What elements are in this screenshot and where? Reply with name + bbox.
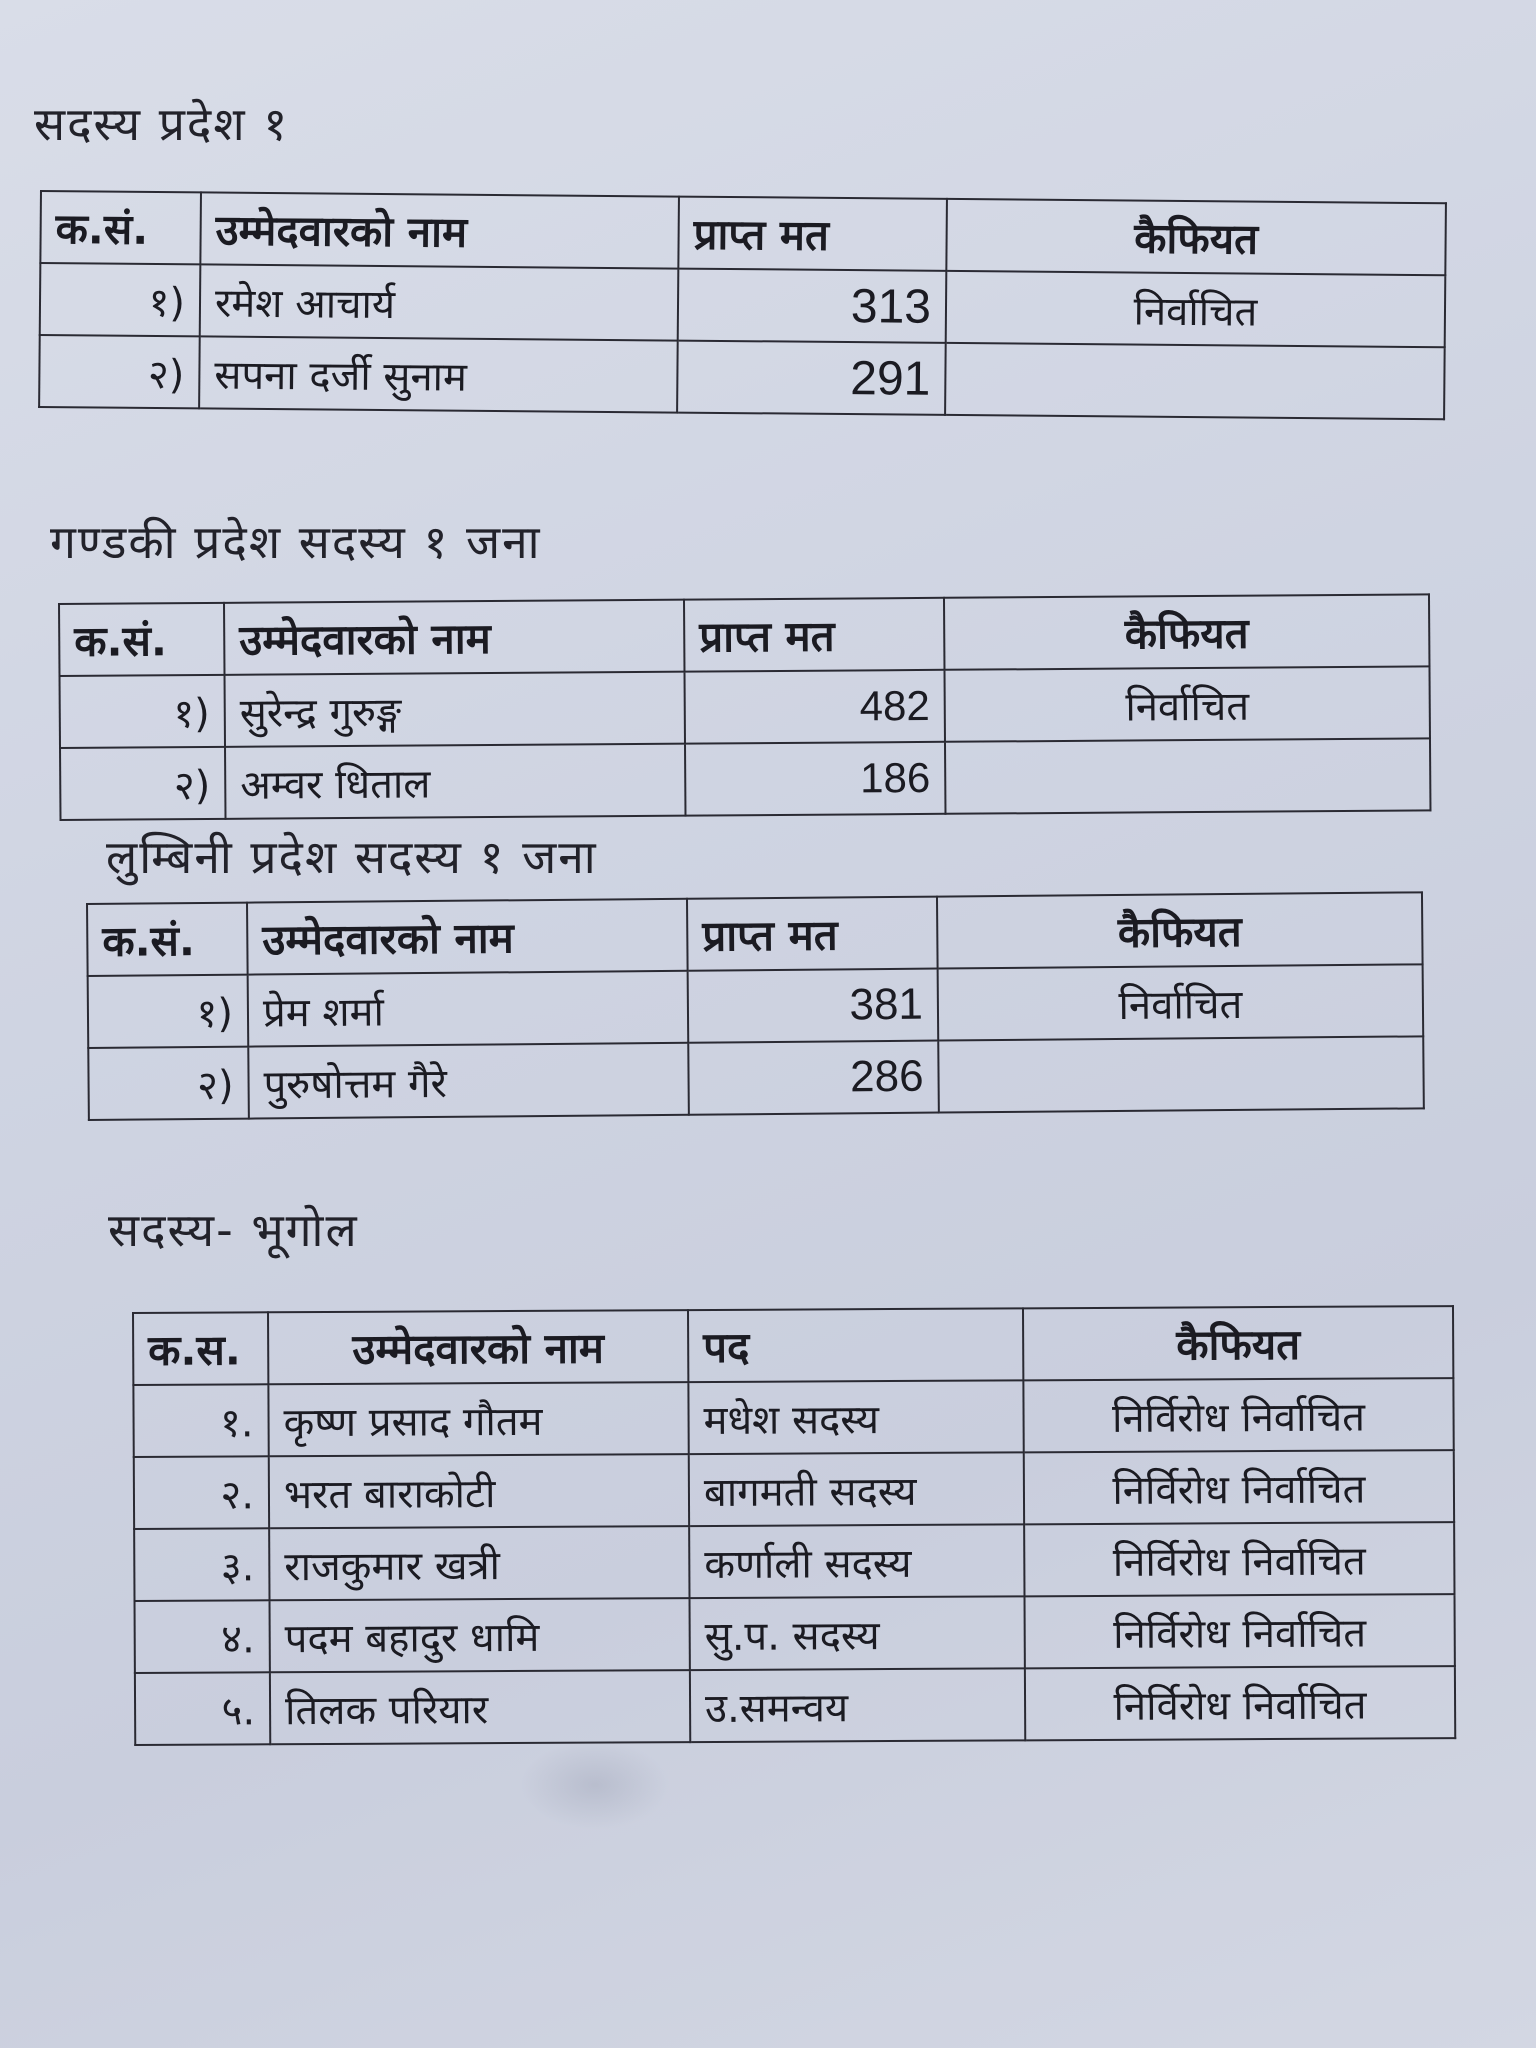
table-row	[39, 335, 1445, 419]
candidate-name-cell: अम्वर धिताल	[225, 744, 685, 819]
remark-cell: निर्वाचित	[946, 271, 1446, 347]
header-candidate-name: उम्मेदवारको नाम	[224, 600, 684, 675]
header-candidate-name: उम्मेदवारको नाम	[200, 192, 679, 268]
table-header-row	[40, 191, 1446, 275]
remark-cell: निर्विरोध निर्वाचित	[1023, 1378, 1453, 1452]
serial-cell: २)	[60, 747, 225, 820]
votes-cell: 482	[684, 670, 944, 744]
votes-cell: 313	[678, 269, 947, 343]
post-cell: कर्णाली सदस्य	[689, 1524, 1024, 1598]
serial-cell: १)	[60, 675, 225, 748]
post-cell: सु.प. सदस्य	[690, 1596, 1025, 1670]
candidate-name-cell: राजकुमार खत्री	[269, 1526, 689, 1600]
candidate-name-cell: सपना दर्जी सुनाम	[199, 336, 678, 412]
candidate-name-cell: पदम बहादुर धामि	[270, 1598, 690, 1672]
serial-cell: ५.	[135, 1672, 270, 1745]
table-header-row	[87, 892, 1423, 976]
header-post: पद	[688, 1308, 1023, 1382]
remark-cell: निर्विरोध निर्वाचित	[1024, 1522, 1454, 1596]
table-row	[60, 738, 1430, 820]
candidate-name-cell: प्रेम शर्मा	[248, 971, 689, 1047]
header-remarks: कैफियत	[946, 199, 1446, 275]
candidate-name-cell: तिलक परियार	[270, 1670, 690, 1744]
header-candidate-name: उम्मेदवारको नाम	[268, 1310, 688, 1384]
header-candidate-name: उम्मेदवारको नाम	[247, 899, 688, 975]
table-row	[133, 1378, 1453, 1457]
paper-shadow	[520, 1740, 670, 1830]
header-remarks: कैफियत	[944, 594, 1429, 669]
header-remarks: कैफियत	[1023, 1306, 1453, 1380]
table-row	[135, 1666, 1455, 1745]
table-header-row	[133, 1306, 1453, 1385]
serial-cell: १.	[133, 1384, 268, 1457]
header-serial: क.सं.	[40, 191, 201, 264]
candidate-name-cell: सुरेन्द्र गुरुङ्ग	[225, 672, 685, 747]
section-title-geography: सदस्य- भूगोल	[108, 1203, 359, 1257]
serial-cell: २)	[88, 1047, 249, 1120]
header-serial: क.सं.	[59, 603, 224, 676]
section-title-province-1: सदस्य प्रदेश १	[34, 97, 290, 151]
header-votes: प्राप्त मत	[684, 598, 944, 672]
remark-cell: निर्विरोध निर्वाचित	[1025, 1594, 1455, 1668]
candidate-name-cell: भरत बाराकोटी	[269, 1454, 689, 1528]
votes-cell: 381	[688, 969, 939, 1043]
serial-cell: १)	[40, 263, 201, 336]
candidate-name-cell: रमेश आचार्य	[200, 264, 679, 340]
table-row	[135, 1594, 1455, 1673]
results-table-geography	[132, 1305, 1456, 1746]
section-title-gandaki: गण्डकी प्रदेश सदस्य १ जना	[50, 515, 542, 569]
votes-cell: 286	[688, 1041, 939, 1115]
results-table-gandaki	[58, 593, 1431, 821]
results-table-province-1	[38, 190, 1447, 420]
table-row	[134, 1450, 1454, 1529]
remark-cell	[945, 343, 1445, 419]
table-row	[60, 666, 1430, 748]
post-cell: बागमती सदस्य	[689, 1452, 1024, 1526]
votes-cell: 291	[677, 341, 946, 415]
results-table-lumbini	[86, 891, 1425, 1121]
table-row	[88, 964, 1424, 1048]
table-row	[134, 1522, 1454, 1601]
serial-cell: ३.	[134, 1528, 269, 1601]
header-serial: क.सं.	[87, 903, 248, 976]
remark-cell: निर्वाचित	[938, 964, 1424, 1040]
header-serial: क.स.	[133, 1312, 268, 1385]
header-votes: प्राप्त मत	[687, 897, 938, 971]
table-header-row	[59, 594, 1429, 676]
serial-cell: ४.	[135, 1600, 270, 1673]
header-remarks: कैफियत	[937, 892, 1423, 968]
post-cell: उ.समन्वय	[690, 1668, 1025, 1742]
remark-cell	[945, 738, 1430, 813]
candidate-name-cell: पुरुषोत्तम गैरे	[248, 1043, 689, 1119]
remark-cell: निर्विरोध निर्वाचित	[1024, 1450, 1454, 1524]
candidate-name-cell: कृष्ण प्रसाद गौतम	[268, 1382, 688, 1456]
serial-cell: २.	[134, 1456, 269, 1529]
serial-cell: १)	[88, 975, 249, 1048]
votes-cell: 186	[685, 742, 945, 816]
serial-cell: २)	[39, 335, 200, 408]
post-cell: मधेश सदस्य	[688, 1380, 1023, 1454]
section-title-lumbini: लुम्बिनी प्रदेश सदस्य १ जना	[106, 830, 598, 884]
remark-cell	[938, 1036, 1424, 1112]
table-row	[40, 263, 1446, 347]
table-row	[88, 1036, 1424, 1120]
header-votes: प्राप्त मत	[678, 197, 947, 271]
remark-cell: निर्विरोध निर्वाचित	[1025, 1666, 1455, 1740]
remark-cell: निर्वाचित	[944, 666, 1429, 741]
